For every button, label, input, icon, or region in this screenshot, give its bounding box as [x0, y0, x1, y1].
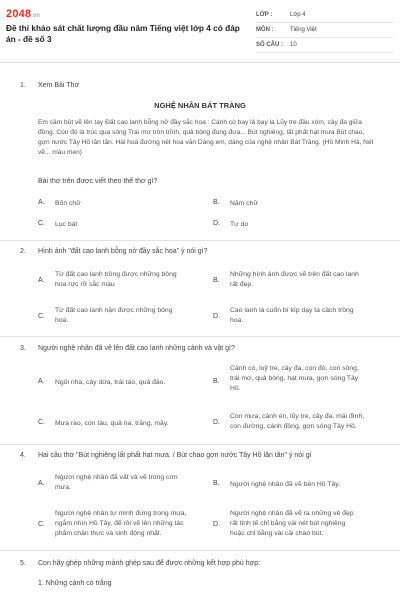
question-divider — [0, 240, 400, 241]
option-a-letter[interactable]: A. — [38, 277, 45, 284]
document-title: Đề thi khảo sát chất lượng đầu năm Tiếng việt lớp 4 có đáp án - đề số 3 — [6, 23, 240, 44]
question-number: 1. — [20, 82, 26, 89]
option-c[interactable]: Lục bát — [55, 221, 78, 228]
option-d[interactable] — [230, 509, 354, 539]
option-a[interactable]: Bốn chữ — [55, 200, 81, 207]
meta-value: 10 — [290, 42, 297, 48]
question-number: 5. — [20, 560, 26, 567]
option-d[interactable] — [230, 306, 354, 326]
question-number: 2. — [20, 248, 26, 255]
option-b[interactable]: Năm chữ — [230, 200, 258, 207]
option-d-letter[interactable]: D. — [213, 521, 220, 528]
option-a-letter[interactable]: A. — [38, 480, 45, 487]
meta-key: LỚP : — [256, 12, 273, 18]
meta-row-count — [256, 38, 394, 53]
option-a-letter[interactable]: A. — [38, 378, 45, 385]
option-line: hoặc chỉ bằng vài cái chao bút. — [230, 530, 324, 537]
header-divider — [0, 62, 400, 63]
option-line: hoa. — [230, 317, 244, 324]
option-d-letter[interactable]: D. — [213, 419, 220, 426]
option-line: Cánh cò, luỹ tre, cây đa, con đò, con sông, — [230, 365, 359, 372]
option-line: rất đẹp. — [230, 281, 254, 288]
option-line: Ngôi nhà, cây dừa, trái táo, quả đào. — [55, 379, 166, 386]
option-b-letter[interactable]: B. — [213, 480, 220, 487]
option-a[interactable] — [55, 270, 177, 290]
option-line: hoa rực rỡ sắc màu — [55, 281, 115, 288]
option-line: Người nghệ nhân đã vất vả vẽ trong cơn — [55, 474, 178, 481]
option-b-letter[interactable]: B. — [213, 199, 220, 206]
option-a[interactable] — [55, 378, 165, 388]
document-meta — [256, 8, 394, 53]
option-line: Mưa rào, con tàu, quả na, trăng, mây. — [55, 420, 169, 427]
poem-title: NGHỆ NHÂN BÁT TRÀNG — [154, 101, 246, 110]
question-text: Người nghệ nhân đã vẽ lên đất cao lanh những cảnh và vật gì? — [38, 345, 235, 352]
option-b[interactable] — [230, 270, 359, 290]
option-line: Người nghệ nhân đã vẽ bên Hồ Tây. — [230, 481, 341, 488]
poem-body: Em cầm bút vẽ lên tay Đất cao lanh bỗng nở đầy sắc hoa : Cánh cò bay lả bay la Lũy tre đầu xóm, cây đa giữa đồng. Con đò lá trúc qua sông Trái mơ tròn trĩnh, quả bòng đung đưa... Bút nghiêng, lất phất hạt mưa Bút chao, gợn nước Tây Hồ lăn tăn. Hài hoà đường nét hoa văn Dáng em, dáng của nghệ nhân Bát Tràng. (Hồ Minh Hà, Nét vẽ... màu men) — [38, 119, 374, 156]
option-line: Từ đất cao lanh nặn được những bông — [55, 307, 173, 314]
question-text: Con hãy ghép những mảnh ghép sau để được những kết hợp phù hợp: — [38, 560, 261, 567]
option-line: con đường, cánh đồng, gợn sóng Tây Hồ. — [230, 423, 357, 430]
meta-value: Lớp 4 — [290, 12, 306, 18]
option-c-letter[interactable]: C. — [38, 220, 45, 227]
question-text: Xem Bài Thơ — [38, 82, 80, 89]
option-line: Người nghệ nhân tự mình đứng trong mưa, — [55, 510, 187, 517]
option-c[interactable] — [55, 306, 173, 326]
question-number: 3. — [20, 345, 26, 352]
question-divider — [0, 336, 400, 337]
meta-row-class — [256, 8, 394, 23]
option-line: Con mưa, cánh én, lũy tre, cây đa, mái đình, — [230, 413, 365, 420]
question-text: Hai câu thơ "Bút nghiêng lất phất hạt mưa. / Bút chao gợn nước Tây Hồ lăn tăn" ý nói gì — [38, 452, 312, 459]
question-divider — [0, 550, 400, 551]
option-c-letter[interactable]: C. — [38, 521, 45, 528]
option-line: Người nghệ nhân đã vẽ ra những vẻ đẹp — [230, 510, 354, 517]
question-number: 4. — [20, 452, 26, 459]
option-c-letter[interactable]: C. — [38, 313, 45, 320]
option-d-letter[interactable]: D. — [213, 313, 220, 320]
option-line: Cao lanh là cuốn bí kíp dạy ta cách trồng — [230, 307, 354, 314]
option-line: Hồ. — [230, 385, 241, 392]
option-b[interactable] — [230, 364, 359, 394]
option-line: rất tinh tế chỉ bằng vài nét bút nghiêng — [230, 520, 346, 527]
option-line: mưa. — [55, 484, 71, 491]
option-a[interactable] — [55, 473, 178, 493]
question-divider — [0, 444, 400, 445]
document-header — [6, 8, 394, 56]
question-text: Hình ảnh "đất cao lanh bỗng nở đầy sắc hoa" ý nói gì? — [38, 248, 208, 255]
meta-key: MÔN : — [256, 27, 274, 33]
question-prompt: Bài thơ trên được viết theo thể thơ gì? — [38, 178, 158, 185]
option-c-letter[interactable]: C. — [38, 419, 45, 426]
option-line: ngắm nhìn Hồ Tây, để rồi vẽ lên những tác — [55, 520, 184, 527]
option-c[interactable] — [55, 509, 186, 539]
matching-item: 1. Những cánh cò trắng — [38, 580, 112, 587]
option-d[interactable]: Tự do — [230, 221, 249, 228]
option-line: Từ đất cao lanh trồng được những bông — [55, 271, 177, 278]
meta-value: Tiếng Việt — [290, 27, 317, 33]
option-d[interactable] — [230, 412, 364, 432]
option-line: trái mơ, quả bòng, hạt mưa, gợn sóng Tây — [230, 375, 359, 382]
meta-row-subject — [256, 23, 394, 38]
option-line: Những hình ảnh được vẽ trên đất cao lanh — [230, 271, 359, 278]
option-d-letter[interactable]: D. — [213, 220, 220, 227]
option-a-letter[interactable]: A. — [38, 199, 45, 206]
meta-key: SỐ CÂU : — [256, 42, 283, 48]
option-b[interactable] — [230, 480, 340, 490]
option-line: hoa. — [55, 317, 69, 324]
logo-suffix: .vn — [31, 13, 40, 19]
option-line: phẩm chân thực và sinh động nhất. — [55, 530, 162, 537]
option-c[interactable] — [55, 419, 169, 429]
logo-text: 2048 — [6, 8, 32, 20]
option-b-letter[interactable]: B. — [213, 378, 220, 385]
option-b-letter[interactable]: B. — [213, 277, 220, 284]
